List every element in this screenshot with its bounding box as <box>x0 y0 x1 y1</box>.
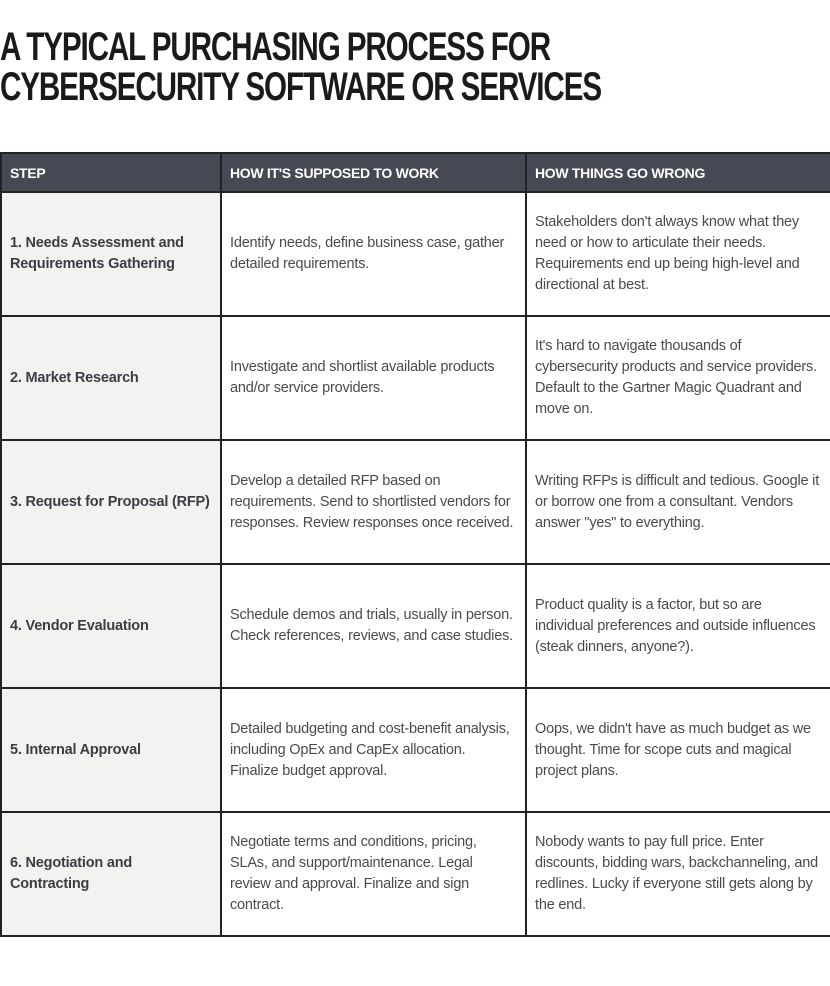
table-row <box>1 440 830 564</box>
step-name-cell: 1. Needs Assessment and Requirements Gathering <box>1 192 221 316</box>
column-header-how-things-go-wrong: HOW THINGS GO WRONG <box>526 153 830 192</box>
table-row <box>1 192 830 316</box>
step-name-cell: 5. Internal Approval <box>1 688 221 812</box>
table-row <box>1 316 830 440</box>
page-title <box>0 27 601 107</box>
table-row <box>1 688 830 812</box>
how-it-works-cell: Develop a detailed RFP based on requirements. Send to shortlisted vendors for responses. Review responses once received. <box>221 440 526 564</box>
how-it-works-cell: Identify needs, define business case, gather detailed requirements. <box>221 192 526 316</box>
how-things-go-wrong-cell: Stakeholders don't always know what they need or how to articulate their needs. Requirements end up being high-level and directional at best. <box>526 192 830 316</box>
how-it-works-cell: Detailed budgeting and cost-benefit analysis, including OpEx and CapEx allocation. Finalize budget approval. <box>221 688 526 812</box>
column-header-how-it-works: HOW IT'S SUPPOSED TO WORK <box>221 153 526 192</box>
column-header-step: STEP <box>1 153 221 192</box>
how-things-go-wrong-cell: It's hard to navigate thousands of cybersecurity products and service providers. Default to the Gartner Magic Quadrant and move on. <box>526 316 830 440</box>
how-it-works-cell: Negotiate terms and conditions, pricing, SLAs, and support/maintenance. Legal review and approval. Finalize and sign contract. <box>221 812 526 936</box>
how-it-works-cell: Schedule demos and trials, usually in person. Check references, reviews, and case studies. <box>221 564 526 688</box>
table-header-row <box>1 153 830 192</box>
how-things-go-wrong-cell: Product quality is a factor, but so are individual preferences and outside influences (steak dinners, anyone?). <box>526 564 830 688</box>
purchasing-process-table <box>0 152 830 937</box>
page-title-line-1: A TYPICAL PURCHASING PROCESS FOR <box>0 25 550 69</box>
table-header <box>1 153 830 192</box>
step-name-cell: 6. Negotiation and Contracting <box>1 812 221 936</box>
table-row <box>1 564 830 688</box>
how-things-go-wrong-cell: Oops, we didn't have as much budget as we thought. Time for scope cuts and magical project plans. <box>526 688 830 812</box>
step-name-cell: 2. Market Research <box>1 316 221 440</box>
step-name-cell: 4. Vendor Evaluation <box>1 564 221 688</box>
how-it-works-cell: Investigate and shortlist available products and/or service providers. <box>221 316 526 440</box>
how-things-go-wrong-cell: Nobody wants to pay full price. Enter discounts, bidding wars, backchanneling, and redlines. Lucky if everyone still gets along by the end. <box>526 812 830 936</box>
table-row <box>1 812 830 936</box>
how-things-go-wrong-cell: Writing RFPs is difficult and tedious. Google it or borrow one from a consultant. Vendors answer "yes" to everything. <box>526 440 830 564</box>
table-body <box>1 192 830 936</box>
step-name-cell: 3. Request for Proposal (RFP) <box>1 440 221 564</box>
page-title-line-2: CYBERSECURITY SOFTWARE OR SERVICES <box>0 65 601 109</box>
